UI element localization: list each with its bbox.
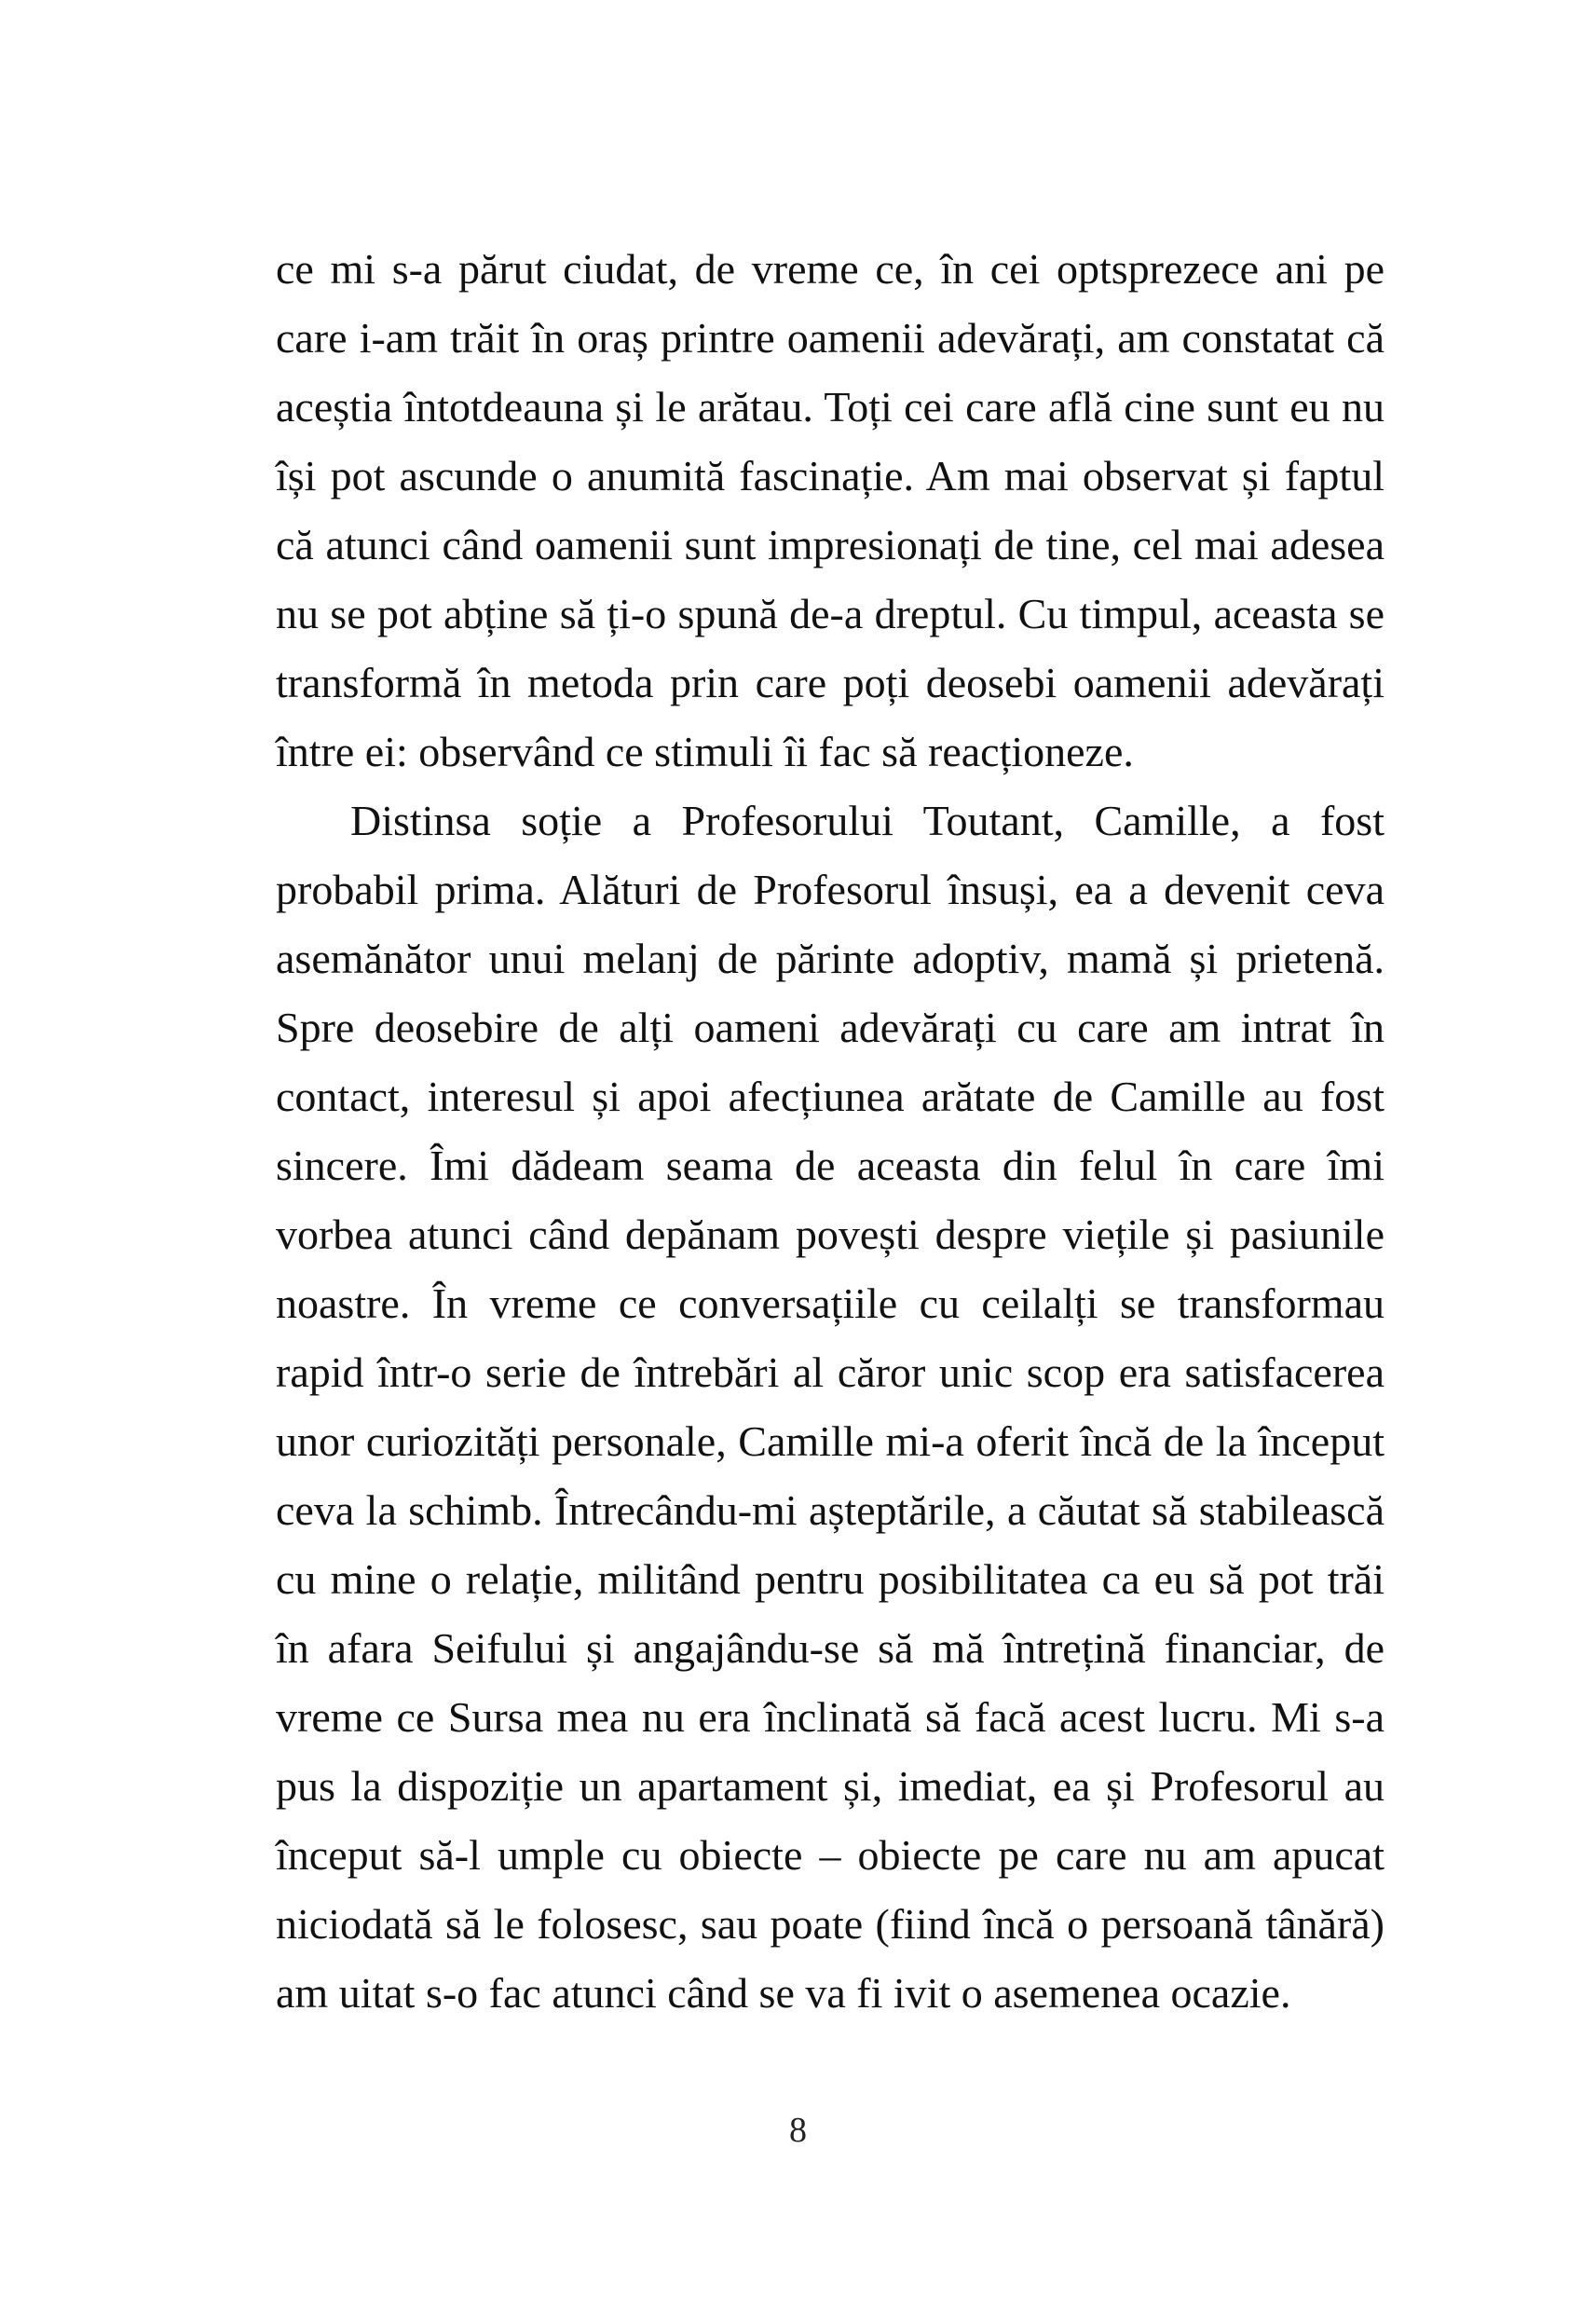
page-number: 8 [789,2111,807,2150]
body-text [276,235,1385,2028]
paragraph-2: Distinsa soție a Profesorului Toutant, Camille, a fost probabil prima. Alături de Profesorul însuși, ea a devenit ceva asemănător unui melanj de părinte adoptiv, mamă și prietenă. Spre deosebire de alți oameni adevărați cu care am intrat în contact, interesul și apoi afecțiunea arătate de Camille au fost sincere. Îmi dădeam seama de aceasta din felul în care îmi vorbea atunci când depănam povești despre viețile și pasiunile noastre. În vreme ce conversațiile cu ceilalți se transformau rapid într-o serie de întrebări al căror unic scop era satisfacerea unor curiozități personale, Camille mi-a oferit încă de la început ceva la schimb. Întrecându-mi așteptările, a căutat să stabilească cu mine o relație, militând pentru posibilitatea ca eu să pot trăi în afara Seifului și angajându-se să mă întrețină financiar, de vreme ce Sursa mea nu era înclinată să facă acest lucru. Mi s-a pus la dispoziție un apartament și, imediat, ea și Profesorul au început să-l umple cu obiecte – obiecte pe care nu am apucat niciodată să le folosesc, sau poate (fiind încă o persoană tânără) am uitat s-o fac atunci când se va fi ivit o asemenea ocazie. [276,797,1385,2017]
paragraph-1: ce mi s-a părut ciudat, de vreme ce, în cei optsprezece ani pe care i-am trăit în oraș printre oamenii adevărați, am constatat că aceștia întotdeauna și le arătau. Toți cei care află cine sunt eu nu își pot ascunde o anumită fascinație. Am mai observat și faptul că atunci când oamenii sunt impresionați de tine, cel mai adesea nu se pot abține să ți-o spună de-a dreptul. Cu timpul, aceasta se transformă în metoda prin care poți deosebi oamenii adevărați între ei: observând ce stimuli îi fac să reacționeze. [276,245,1385,775]
